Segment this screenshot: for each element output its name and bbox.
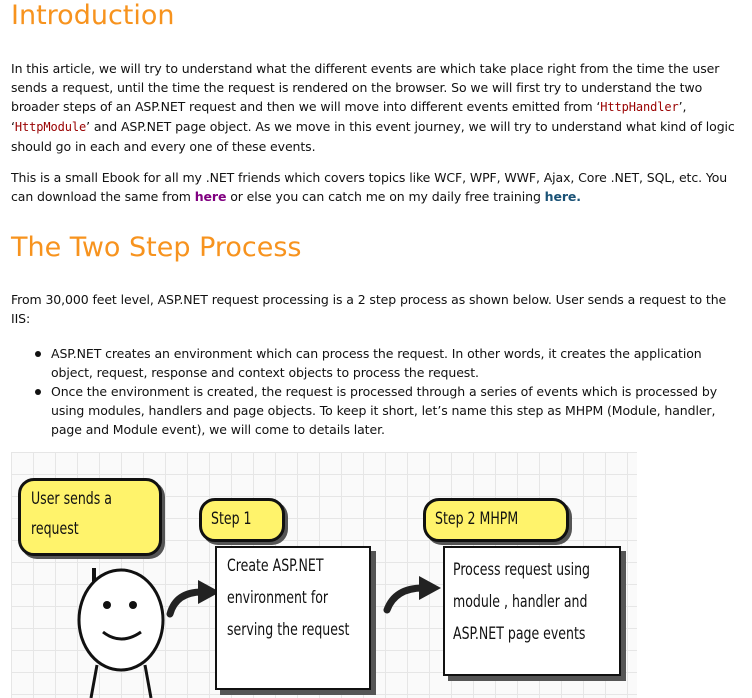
intro-paragraph: In this article, we will try to understand what the different events are which take place right from the time the user sends a request, until the time the request is rendered on the browser. So we will first try to understand the two broader steps of an ASP.NET request and then we will move into different events emitted from ‘HttpHandler’, ‘HttpModule’ and ASP.NET page object. As we move in this event journey, we will try to understand what kind of logic should go in each and every one of these events. (11, 61, 735, 154)
process-heading: The Two Step Process (11, 232, 302, 263)
step1-box: Create ASP.NET environment for serving the request (215, 546, 371, 690)
step1-label: Step 1 (199, 498, 285, 542)
step2-label: Step 2 MHPM (423, 498, 569, 542)
user-request-bubble: User sends a request (18, 478, 162, 556)
httphandler-code: HttpHandler (600, 100, 679, 114)
process-steps-list (32, 344, 740, 439)
intro-heading: Introduction (11, 0, 175, 31)
step2-box: Process request using module , handler and ASP.NET page events (443, 546, 621, 676)
list-item: Once the environment is created, the request is processed through a series of events which is processed by using modules, handlers and page objects. To keep it short, let’s name this step as MHPM (Module, handler, page and Module event), we will come to details later. (32, 382, 740, 439)
training-link[interactable]: here. (544, 189, 581, 204)
user-face-icon (69, 550, 179, 698)
list-item: ASP.NET creates an environment which can process the request. In other words, it creates the application object, request, response and context objects to process the request. (32, 344, 740, 382)
two-step-diagram (11, 452, 637, 698)
process-paragraph: From 30,000 feet level, ASP.NET request processing is a 2 step process as shown below. User sends a request to the IIS: (11, 292, 727, 326)
httpmodule-code: HttpModule (14, 120, 87, 134)
ebook-paragraph: This is a small Ebook for all my .NET friends which covers topics like WCF, WPF, WWF, Ajax, Core .NET, SQL, etc. You can download the same from here or else you can catch me on my daily free training here. (11, 170, 728, 204)
ebook-download-link[interactable]: here (194, 189, 227, 204)
arrow-right-icon (383, 570, 445, 614)
